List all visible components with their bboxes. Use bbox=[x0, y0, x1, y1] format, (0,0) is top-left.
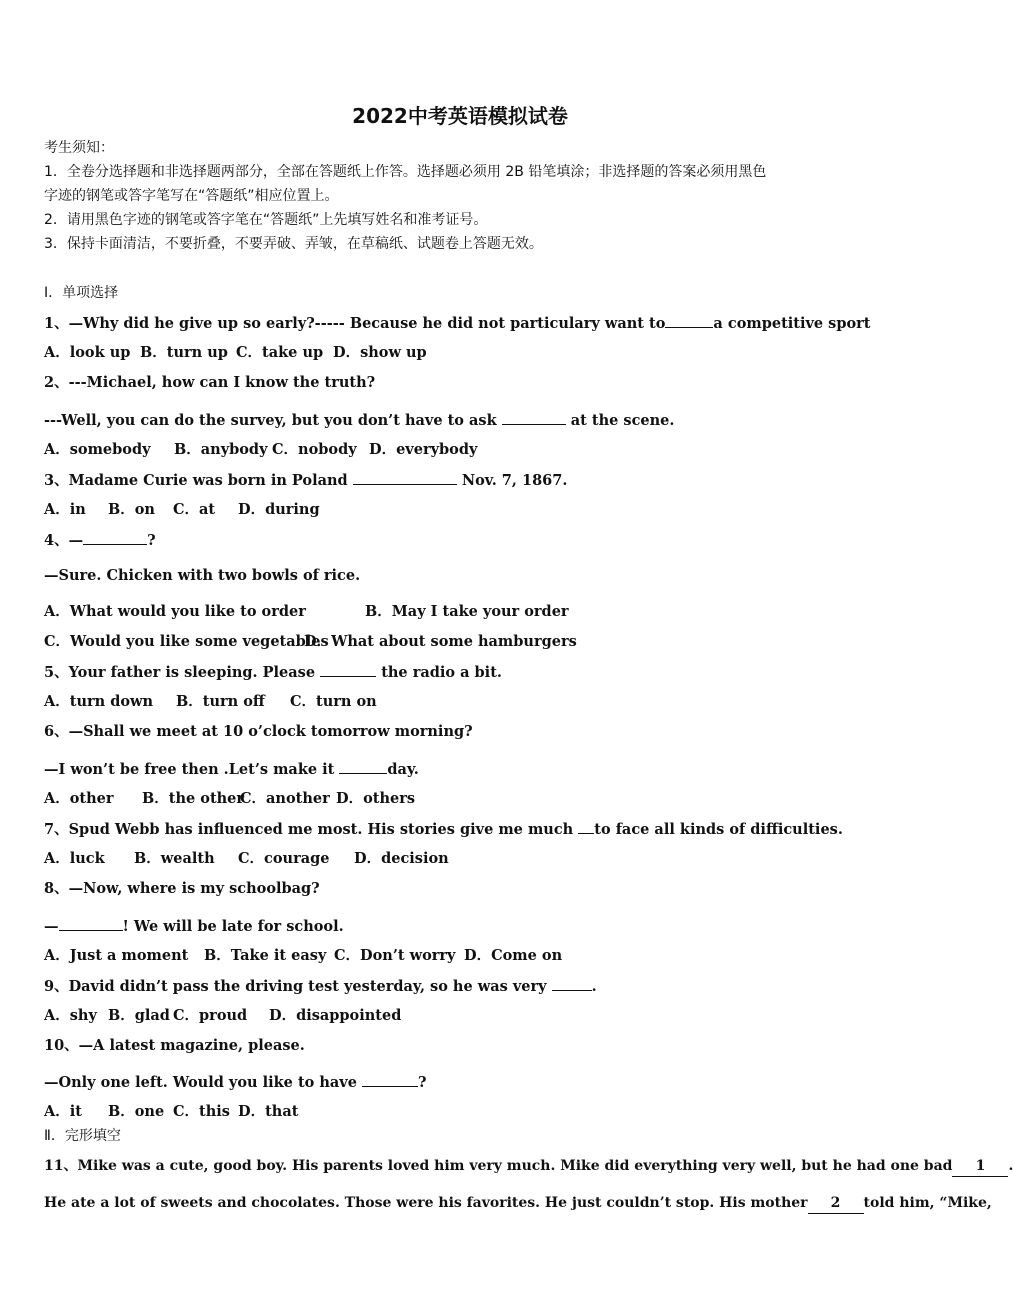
passage-line-1 bbox=[44, 1156, 1013, 1177]
page-title: 2022中考英语模拟试卷 bbox=[352, 104, 568, 128]
answer-blank bbox=[362, 1072, 418, 1087]
question-2-options bbox=[44, 440, 477, 460]
question-5-text-end: the radio a bit. bbox=[381, 664, 502, 681]
option-c: C．Don’t worry bbox=[334, 947, 456, 964]
section-heading-1: Ⅰ．单项选择 bbox=[44, 285, 119, 301]
option-d: D．others bbox=[336, 790, 416, 807]
answer-blank bbox=[320, 662, 376, 677]
question-4-reply: —Sure. Chicken with two bowls of rice. bbox=[44, 567, 361, 584]
question-4 bbox=[44, 530, 156, 551]
question-10-text-end: ? bbox=[418, 1074, 427, 1091]
question-2: 2、---Michael, how can I know the truth? bbox=[44, 374, 376, 391]
question-4-options-row-1 bbox=[44, 602, 569, 622]
option-b: B．one bbox=[108, 1103, 165, 1120]
option-c: C．take up bbox=[236, 344, 324, 361]
notice-item-1: 1．全卷分选择题和非选择题两部分，全部在答题纸上作答。选择题必须用 2B 铅笔填涂；非选择题的答案必须用黑色 bbox=[44, 164, 767, 180]
question-4-options-row-2 bbox=[44, 632, 577, 652]
option-c: C．turn on bbox=[290, 693, 377, 710]
passage-text: He ate a lot of sweets and chocolates. Those were his favorites. He just couldn’t stop. His mother bbox=[44, 1195, 808, 1211]
option-b: B．Take it easy bbox=[204, 947, 327, 964]
passage-blank-2: 2 bbox=[808, 1193, 864, 1214]
option-c: C．Would you like some vegetables bbox=[44, 633, 329, 650]
passage-text-end: told him, “Mike, bbox=[863, 1195, 992, 1211]
answer-blank bbox=[59, 916, 123, 931]
option-a: A．in bbox=[44, 501, 86, 518]
option-b: B．turn up bbox=[140, 344, 228, 361]
passage-text: 11、Mike was a cute, good boy. His parents loved him very much. Mike did everything very well, but he had one bad bbox=[44, 1158, 953, 1174]
option-d: D．What about some hamburgers bbox=[304, 633, 577, 650]
question-1-text: 1、—Why did he give up so early?----- Because he did not particulary want to bbox=[44, 315, 666, 332]
question-8: 8、—Now, where is my schoolbag? bbox=[44, 880, 320, 897]
option-a: A．somebody bbox=[44, 441, 151, 458]
option-b: B．glad bbox=[108, 1007, 170, 1024]
question-6-text: —I won’t be free then .Let’s make it bbox=[44, 761, 335, 778]
option-c: C．proud bbox=[173, 1007, 248, 1024]
question-10-text: —Only one left. Would you like to have bbox=[44, 1074, 357, 1091]
answer-blank bbox=[665, 313, 713, 328]
question-8-text-end: ! We will be late for school. bbox=[122, 918, 344, 935]
option-d: D．show up bbox=[333, 344, 427, 361]
question-3-options bbox=[44, 500, 320, 520]
question-6-options bbox=[44, 789, 415, 809]
answer-blank bbox=[353, 470, 457, 485]
answer-blank bbox=[502, 410, 566, 425]
option-a: A．Just a moment bbox=[44, 947, 189, 964]
question-9-options bbox=[44, 1006, 401, 1026]
passage-line-2 bbox=[44, 1193, 992, 1214]
option-a: A．shy bbox=[44, 1007, 97, 1024]
question-1-text-end: a competitive sport bbox=[713, 315, 871, 332]
question-8-options bbox=[44, 946, 562, 966]
option-c: C．this bbox=[173, 1103, 230, 1120]
question-2-text: ---Well, you can do the survey, but you don’t have to ask bbox=[44, 412, 497, 429]
option-c: C．courage bbox=[238, 850, 330, 867]
question-3-text: 3、Madame Curie was born in Poland bbox=[44, 472, 348, 489]
question-6-text-end: day. bbox=[387, 761, 419, 778]
passage-text-end: . bbox=[1008, 1158, 1013, 1174]
question-9 bbox=[44, 976, 597, 997]
answer-blank bbox=[552, 976, 592, 991]
question-4-text-end: ? bbox=[147, 532, 156, 549]
option-a: A．luck bbox=[44, 850, 105, 867]
question-7-options bbox=[44, 849, 449, 869]
question-2-text-end: at the scene. bbox=[570, 412, 675, 429]
question-1-options bbox=[44, 343, 427, 363]
question-5 bbox=[44, 662, 502, 683]
option-c: C．nobody bbox=[272, 441, 357, 458]
option-d: D．decision bbox=[354, 850, 449, 867]
question-10: 10、—A latest magazine, please. bbox=[44, 1037, 305, 1054]
question-7-text: 7、Spud Webb has influenced me most. His stories give me much bbox=[44, 821, 574, 838]
option-d: D．Come on bbox=[464, 947, 563, 964]
option-c: C．another bbox=[240, 790, 330, 807]
option-a: A．What would you like to order bbox=[44, 603, 306, 620]
question-1 bbox=[44, 313, 871, 334]
option-d: D．everybody bbox=[369, 441, 478, 458]
option-b: B．wealth bbox=[134, 850, 215, 867]
passage-blank-1: 1 bbox=[952, 1156, 1008, 1177]
notice-heading: 考生须知： bbox=[44, 140, 114, 156]
question-5-options bbox=[44, 692, 377, 712]
answer-blank bbox=[578, 819, 594, 834]
notice-item-3: 3．保持卡面清洁，不要折叠，不要弄破、弄皱，在草稿纸、试题卷上答题无效。 bbox=[44, 236, 543, 252]
notice-item-2: 2．请用黑色字迹的钢笔或答字笔在“答题纸”上先填写姓名和准考证号。 bbox=[44, 212, 488, 228]
question-3 bbox=[44, 470, 567, 491]
question-6-reply bbox=[44, 759, 419, 780]
question-5-text: 5、Your father is sleeping. Please bbox=[44, 664, 316, 681]
option-b: B．May I take your order bbox=[365, 603, 569, 620]
option-b: B．the other bbox=[142, 790, 245, 807]
question-10-options bbox=[44, 1102, 298, 1122]
question-8-text: — bbox=[44, 918, 59, 935]
option-a: A．look up bbox=[44, 344, 131, 361]
question-3-text-end: Nov. 7, 1867. bbox=[461, 472, 568, 489]
question-10-reply bbox=[44, 1072, 427, 1093]
option-a: A．turn down bbox=[44, 693, 154, 710]
question-9-text: 9、David didn’t pass the driving test yesterday, so he was very bbox=[44, 978, 547, 995]
option-b: B．on bbox=[108, 501, 155, 518]
option-a: A．other bbox=[44, 790, 114, 807]
section-heading-2: Ⅱ．完形填空 bbox=[44, 1128, 121, 1144]
question-2-reply bbox=[44, 410, 674, 431]
option-d: D．during bbox=[238, 501, 320, 518]
option-c: C．at bbox=[173, 501, 216, 518]
question-7 bbox=[44, 819, 843, 840]
question-7-text-end: to face all kinds of difficulties. bbox=[594, 821, 843, 838]
answer-blank bbox=[339, 759, 387, 774]
option-b: B．anybody bbox=[174, 441, 268, 458]
option-b: B．turn off bbox=[176, 693, 265, 710]
question-6: 6、—Shall we meet at 10 o’clock tomorrow morning? bbox=[44, 723, 473, 740]
option-d: D．disappointed bbox=[269, 1007, 402, 1024]
option-d: D．that bbox=[238, 1103, 299, 1120]
question-4-text: 4、— bbox=[44, 532, 84, 549]
question-8-reply bbox=[44, 916, 344, 937]
answer-blank bbox=[83, 530, 147, 545]
option-a: A．it bbox=[44, 1103, 82, 1120]
notice-item-1-cont: 字迹的钢笔或答字笔写在“答题纸”相应位置上。 bbox=[44, 188, 339, 204]
question-9-text-end: . bbox=[591, 978, 597, 995]
